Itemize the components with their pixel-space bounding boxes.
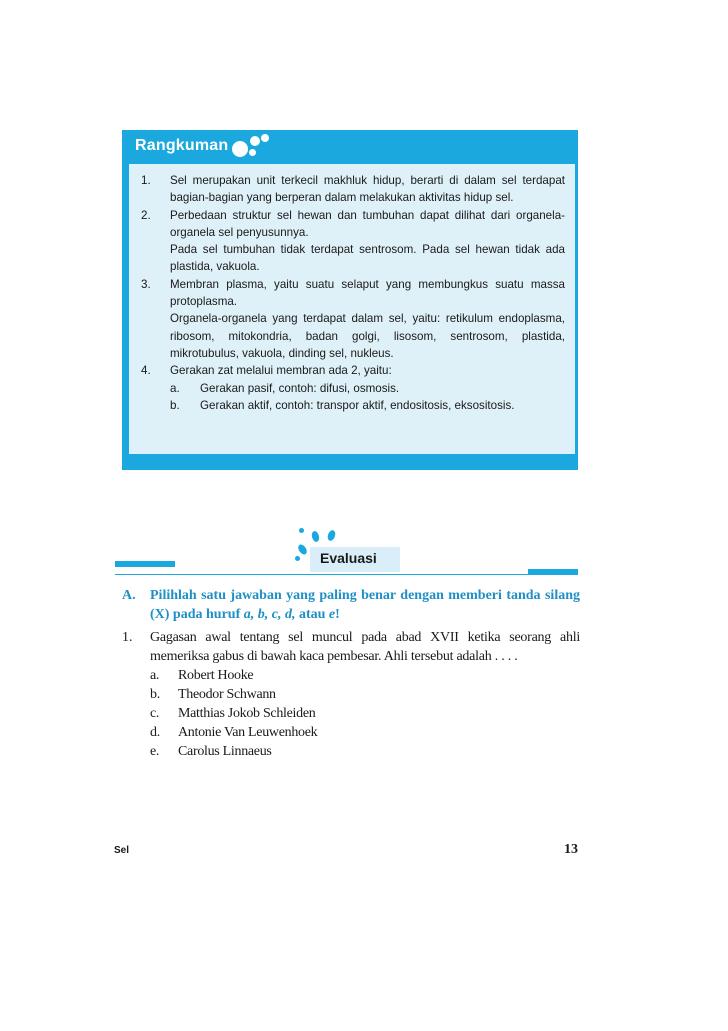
option-text: Theodor Schwann	[178, 687, 276, 702]
summary-item-text: Pada sel tumbuhan tidak terdapat sentrosom. Pada sel hewan tidak ada plastida, vakuola.	[170, 243, 565, 274]
instruction-part: atau	[295, 607, 329, 622]
option-label: a.	[150, 668, 160, 683]
section-a-instruction	[122, 586, 580, 624]
section-label: A.	[122, 588, 136, 603]
answer-option-b	[150, 685, 580, 704]
option-label: d.	[150, 725, 160, 740]
summary-item-text: Membran plasma, yaitu suatu selaput yang membungkus suatu massa protoplasma.	[170, 277, 565, 309]
summary-item-text: Perbedaan struktur sel hewan dan tumbuhan dapat dilihat dari organela-organela sel penyusunnya.	[170, 208, 565, 239]
summary-item-1	[137, 172, 565, 207]
option-label: b.	[150, 687, 160, 702]
option-label: e.	[150, 744, 160, 759]
footer-chapter-name: Sel	[114, 845, 130, 856]
instruction-letter-e: e	[328, 607, 336, 622]
instruction-letters: a, b, c, d,	[243, 607, 296, 622]
summary-item-3	[137, 276, 565, 362]
summary-box	[122, 130, 578, 470]
summary-content-panel	[129, 164, 575, 454]
summary-item-2	[137, 207, 565, 276]
option-text: Matthias Jokob Schleiden	[178, 706, 316, 721]
instruction-text	[150, 586, 580, 624]
summary-subitem	[170, 380, 565, 397]
summary-item-4	[137, 362, 565, 414]
subitem-text: Gerakan aktif, contoh: transpor aktif, endositosis, eksositosis.	[200, 398, 515, 412]
subitem-label: a.	[170, 381, 180, 395]
answer-option-a	[150, 666, 580, 685]
option-label: c.	[150, 706, 160, 721]
heading-rule	[115, 574, 578, 575]
instruction-part: Pilihlah satu jawaban yang paling benar dengan memberi tanda silang (X) pada huruf	[150, 588, 580, 622]
summary-item-text: Organela-organela yang terdapat dalam sel, yaitu: retikulum endoplasma, ribosom, mitokondria, badan golgi, lisosom, sentrosom, plastida, mikrotubulus, vakuola, dinding sel, nukleus.	[170, 312, 565, 360]
answer-option-e	[150, 742, 580, 761]
answer-option-c	[150, 704, 580, 723]
question-text: Gagasan awal tentang sel muncul pada abad XVII ketika seorang ahli memeriksa gabus di bawah kaca pembesar. Ahli tersebut adalah . . . .	[150, 630, 580, 664]
summary-subitem	[170, 397, 565, 414]
summary-item-number: 4.	[141, 364, 151, 378]
question-1	[122, 628, 580, 761]
instruction-part: !	[335, 607, 340, 622]
option-text: Carolus Linnaeus	[178, 744, 272, 759]
summary-item-text: Sel merupakan unit terkecil makhluk hidup, berarti di dalam sel terdapat bagian-bagian yang berperan dalam melakukan aktivitas hidup sel.	[170, 174, 565, 205]
summary-item-number: 3.	[141, 277, 151, 291]
option-text: Antonie Van Leuwenhoek	[178, 725, 318, 740]
heading-accent-bar	[115, 561, 175, 567]
summary-title: Rangkuman	[135, 137, 229, 154]
section-title-evaluasi: Evaluasi	[320, 550, 377, 566]
subitem-text: Gerakan pasif, contoh: difusi, osmosis.	[200, 381, 400, 395]
summary-list	[137, 172, 565, 414]
summary-item-number: 1.	[141, 174, 151, 187]
answer-option-d	[150, 723, 580, 742]
summary-item-text: Gerakan zat melalui membran ada 2, yaitu:	[170, 364, 392, 378]
subitem-label: b.	[170, 398, 180, 412]
option-text: Robert Hooke	[178, 668, 254, 683]
page-number: 13	[564, 842, 578, 857]
summary-item-number: 2.	[141, 208, 151, 222]
question-number: 1.	[122, 630, 133, 645]
